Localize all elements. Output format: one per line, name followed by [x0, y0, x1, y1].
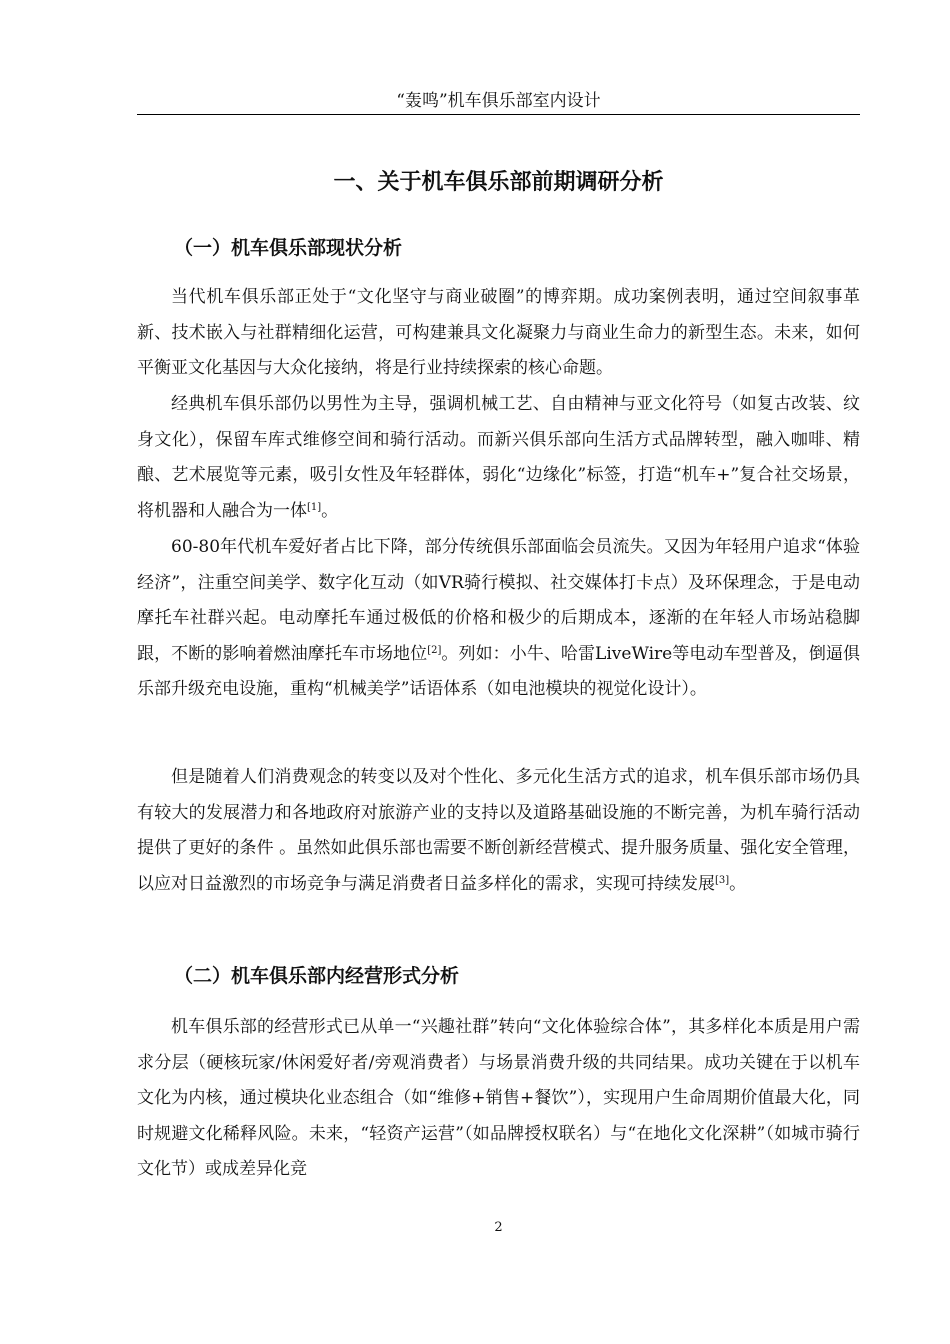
subsection-heading-2: （二）机车俱乐部内经营形式分析 — [174, 965, 460, 987]
paragraph-5: 机车俱乐部的经营形式已从单一“兴趣社群”转向“文化体验综合体”，其多样化本质是用户需求分层（硬核玩家/休闲爱好者/旁观消费者）与场景消费升级的共同结果。成功关键在于以机车文化为内核，通过模块化业态组合（如“维修+销售+餐饮”），实现用户生命周期价值最大化，同时规避文化稀释风险。未来，“轻资产运营”（如品牌授权联名）与“在地化文化深耕”（如城市骑行文化节）或成差异化竞 — [137, 1017, 860, 1180]
paragraph-2-text: 经典机车俱乐部仍以男性为主导，强调机械工艺、自由精神与亚文化符号（如复古改装、纹身文化），保留车库式维修空间和骑行活动。而新兴俱乐部向生活方式品牌转型，融入咖啡、精酿、艺术展览等元素，吸引女性及年轻群体，弱化“边缘化”标签，打造“机车+”复合社交场景，将机器和人融合为一体 — [137, 394, 860, 521]
paragraph-2 — [137, 387, 860, 529]
subsection-heading-1: （一）机车俱乐部现状分析 — [174, 237, 403, 259]
paragraph-2-end: 。 — [321, 500, 339, 521]
citation-3[interactable]: [3] — [715, 874, 730, 886]
citation-2[interactable]: [2] — [427, 644, 442, 656]
page-number: 2 — [494, 1220, 503, 1235]
paragraph-3-text-b: 。列如：小牛、哈雷LiveWire等电动车型普及，倒逼俱乐部升级充电设施，重构“机械美学”话语体系（如电池模块的视觉化设计）。 — [137, 643, 860, 700]
paragraph-4-text: 但是随着人们消费观念的转变以及对个性化、多元化生活方式的追求，机车俱乐部市场仍具有较大的发展潜力和各地政府对旅游产业的支持以及道路基础设施的不断完善，为机车骑行活动提供了更好的条件 。虽然如此俱乐部也需要不断创新经营模式、提升服务质量、强化安全管理，以应对日益激烈的市场竞争与满足消费者日益多样化的需求，实现可持续发展 — [137, 767, 860, 894]
running-header: “轰鸣”机车俱乐部室内设计 — [396, 91, 601, 111]
paragraph-3-text-a: 60-80年代机车爱好者占比下降，部分传统俱乐部面临会员流失。又因为年轻用户追求“体验经济”，注重空间美学、数字化互动（如VR骑行模拟、社交媒体打卡点）及环保理念，于是电动摩托车社群兴起。电动摩托车通过极低的价格和极少的后期成本，逐渐的在年轻人市场站稳脚跟，不断的影响着燃油摩托车市场地位 — [137, 537, 860, 664]
paragraph-4 — [137, 760, 860, 902]
section-heading: 一、关于机车俱乐部前期调研分析 — [333, 170, 664, 195]
header-divider — [137, 114, 860, 115]
paragraph-3 — [137, 530, 860, 708]
citation-1[interactable]: [1] — [307, 501, 322, 513]
paragraph-4-end: 。 — [729, 873, 747, 894]
paragraph-1: 当代机车俱乐部正处于“文化坚守与商业破圈”的博弈期。成功案例表明，通过空间叙事革新、技术嵌入与社群精细化运营，可构建兼具文化凝聚力与商业生命力的新型生态。未来，如何平衡亚文化基因与大众化接纳，将是行业持续探索的核心命题。 — [137, 287, 860, 379]
